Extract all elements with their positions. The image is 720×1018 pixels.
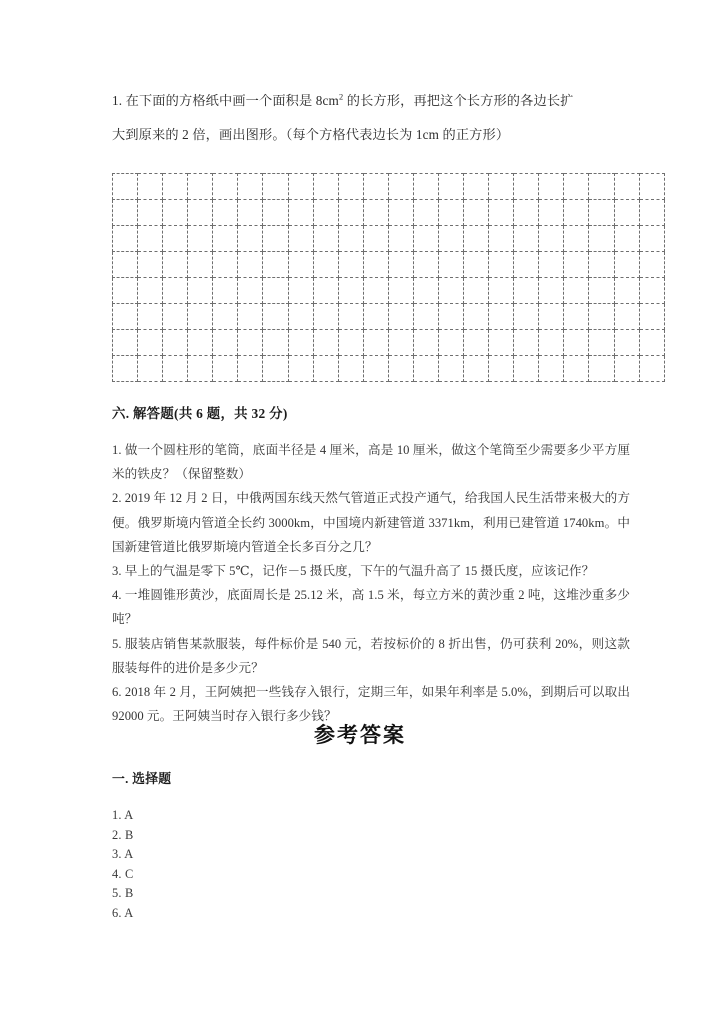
grid-cell [464,226,489,252]
grid-cell [188,174,213,200]
answer-item: 1. A [112,808,134,822]
grid-cell [388,174,413,200]
question-item: 2. 2019 年 12 月 2 日，中俄两国东线天然气管道正式投产通气，给我国人民生活带来极大的方便。俄罗斯境内管道全长约 3000km，中国境内新建管道 3371km，利用已建管道 1740km。中国新建管道比俄罗斯境内管道全长多百分之几？ [112,491,630,554]
grid-cell [413,304,438,330]
grid-cell [188,356,213,382]
grid-cell [464,200,489,226]
grid-cell [539,356,564,382]
grid-cell [388,356,413,382]
grid-cell [363,174,388,200]
grid-cell [113,304,138,330]
grid-cell [238,356,263,382]
grid-cell [614,226,639,252]
grid-cell [213,200,238,226]
grid-cell [464,356,489,382]
grid-cell [238,278,263,304]
question-1-line-1-prefix: 1. 在下面的方格纸中画一个面积是 8cm [112,93,339,108]
question-item: 5. 服装店销售某款服装，每件标价是 540 元，若按标价的 8 折出售，仍可获利 20%，则这款服装每件的进价是多少元？ [112,636,630,675]
grid-cell [138,304,163,330]
grid-cell [614,330,639,356]
grid-cell [288,330,313,356]
grid-cell [439,304,464,330]
grid-cell [263,200,288,226]
grid-cell [338,356,363,382]
grid-cell [413,252,438,278]
grid-cell [163,226,188,252]
answers-title: 参考答案 [314,723,406,747]
grid-cell [363,304,388,330]
grid-cell [238,304,263,330]
grid-cell [589,330,614,356]
grid-cell [413,200,438,226]
grid-cell [589,278,614,304]
section-heading-six: 六. 解答题(共 6 题，共 32 分) [112,406,288,421]
grid-cell [238,200,263,226]
grid-cell [138,200,163,226]
grid-cell [639,226,664,252]
grid-cell [288,200,313,226]
grid-cell [338,226,363,252]
question-item: 4. 一堆圆锥形黄沙，底面周长是 25.12 米，高 1.5 米，每立方米的黄沙重 2 吨，这堆沙重多少吨？ [112,588,630,627]
grid-cell [514,226,539,252]
grid-cell [514,330,539,356]
grid-cell [614,200,639,226]
grid-cell [539,174,564,200]
grid-cell [188,278,213,304]
grid-cell [338,174,363,200]
grid-row [113,304,665,330]
grid-cell [188,226,213,252]
grid-cell [614,304,639,330]
grid-row [113,278,665,304]
grid-cell [639,200,664,226]
grid-cell [163,356,188,382]
grid-cell [163,174,188,200]
grid-cell [564,356,589,382]
grid-cell [188,252,213,278]
grid-cell [363,278,388,304]
grid-cell [213,252,238,278]
grid-row [113,252,665,278]
grid-cell [514,356,539,382]
question-list [112,438,630,728]
grid-cell [113,278,138,304]
answer-item: 6. A [112,905,134,920]
grid-cell [213,278,238,304]
grid-cell [514,252,539,278]
grid-cell [213,304,238,330]
grid-row [113,330,665,356]
grid-cell [589,200,614,226]
grid-cell [489,252,514,278]
grid-cell [388,200,413,226]
grid-cell [138,330,163,356]
grid-paper-body [113,174,665,382]
question-item: 3. 早上的气温是零下 5℃，记作－5 摄氏度，下午的气温升高了 15 摄氏度，应该记作？ [112,564,595,579]
grid-cell [263,356,288,382]
grid-cell [639,252,664,278]
grid-cell [363,330,388,356]
grid-cell [263,252,288,278]
grid-cell [138,278,163,304]
grid-cell [313,174,338,200]
grid-cell [439,174,464,200]
grid-cell [138,226,163,252]
square-unit-superscript: 2 [338,92,344,102]
question-1-line-1-suffix: 的长方形，再把这个长方形的各边长扩 [343,93,574,108]
grid-cell [263,304,288,330]
grid-cell [614,252,639,278]
grid-row [113,356,665,382]
grid-cell [539,278,564,304]
grid-cell [539,304,564,330]
grid-cell [163,304,188,330]
grid-cell [489,200,514,226]
grid-cell [338,278,363,304]
grid-cell [338,252,363,278]
grid-cell [338,304,363,330]
answer-list [112,806,133,924]
grid-cell [489,356,514,382]
grid-cell [514,200,539,226]
grid-cell [388,330,413,356]
grid-cell [213,330,238,356]
grid-cell [313,330,338,356]
grid-cell [163,330,188,356]
grid-cell [413,174,438,200]
grid-cell [589,226,614,252]
grid-cell [263,174,288,200]
answer-item: 2. B [112,827,134,842]
grid-cell [439,330,464,356]
grid-paper [112,173,642,373]
grid-cell [313,356,338,382]
grid-cell [163,200,188,226]
grid-cell [163,252,188,278]
grid-cell [288,226,313,252]
grid-cell [464,330,489,356]
grid-cell [439,252,464,278]
grid-cell [539,226,564,252]
answer-item: 4. C [112,866,134,881]
grid-cell [163,278,188,304]
grid-cell [413,356,438,382]
grid-cell [313,252,338,278]
grid-cell [564,278,589,304]
answer-item: 5. B [112,886,134,901]
grid-cell [489,226,514,252]
grid-row [113,226,665,252]
grid-cell [489,174,514,200]
grid-cell [113,330,138,356]
question-item: 1. 做一个圆柱形的笔筒，底面半径是 4 厘米，高是 10 厘米，做这个笔筒至少需要多少平方厘米的铁皮？（保留整数） [112,443,630,482]
grid-cell [413,226,438,252]
grid-cell [539,330,564,356]
grid-row [113,174,665,200]
grid-cell [564,304,589,330]
grid-cell [138,252,163,278]
grid-cell [263,330,288,356]
grid-cell [439,226,464,252]
grid-cell [439,200,464,226]
grid-cell [589,252,614,278]
grid-cell [313,304,338,330]
grid-cell [363,252,388,278]
grid-cell [489,304,514,330]
grid-cell [238,330,263,356]
grid-cell [639,174,664,200]
grid-cell [639,278,664,304]
grid-cell [213,356,238,382]
grid-cell [113,200,138,226]
grid-cell [288,356,313,382]
grid-cell [439,278,464,304]
grid-cell [439,356,464,382]
grid-cell [564,174,589,200]
grid-cell [464,174,489,200]
grid-cell [238,252,263,278]
grid-cell [639,356,664,382]
grid-cell [639,304,664,330]
grid-cell [539,200,564,226]
grid-cell [138,356,163,382]
grid-cell [188,304,213,330]
grid-cell [238,174,263,200]
grid-cell [564,200,589,226]
grid-cell [388,304,413,330]
grid-cell [514,278,539,304]
grid-cell [413,330,438,356]
grid-cell [288,252,313,278]
question-item: 6. 2018 年 2 月，王阿姨把一些钱存入银行，定期三年，如果年利率是 5.0%，到期后可以取出 92000 元。王阿姨当时存入银行多少钱？ [112,685,630,724]
grid-cell [388,226,413,252]
grid-cell [313,226,338,252]
grid-cell [263,226,288,252]
question-1-line-2: 大到原来的 2 倍，画出图形。（每个方格代表边长为 1cm 的正方形） [112,127,510,142]
grid-cell [614,174,639,200]
question-1-line-1 [112,84,628,118]
grid-cell [338,330,363,356]
grid-cell [564,330,589,356]
grid-cell [238,226,263,252]
grid-cell [363,200,388,226]
grid-cell [564,226,589,252]
grid-cell [113,252,138,278]
grid-cell [514,174,539,200]
grid-cell [489,330,514,356]
answer-item: 3. A [112,847,134,862]
grid-cell [539,252,564,278]
answer-section-heading: 一. 选择题 [112,772,172,786]
grid-cell [464,278,489,304]
grid-cell [113,226,138,252]
grid-cell [589,174,614,200]
grid-cell [288,278,313,304]
grid-cell [614,278,639,304]
grid-cell [413,278,438,304]
grid-cell [113,356,138,382]
grid-cell [288,304,313,330]
grid-cell [363,226,388,252]
grid-cell [213,174,238,200]
grid-cell [213,226,238,252]
grid-paper-table [112,173,665,382]
grid-cell [188,330,213,356]
grid-cell [614,356,639,382]
grid-cell [589,304,614,330]
grid-cell [564,252,589,278]
grid-cell [188,200,213,226]
grid-cell [363,356,388,382]
grid-cell [464,304,489,330]
grid-cell [263,278,288,304]
grid-cell [313,278,338,304]
grid-cell [464,252,489,278]
grid-cell [639,330,664,356]
grid-cell [489,278,514,304]
grid-cell [388,252,413,278]
question-1-prompt [112,84,628,152]
grid-cell [589,356,614,382]
grid-row [113,200,665,226]
grid-cell [138,174,163,200]
grid-cell [113,174,138,200]
grid-cell [514,304,539,330]
grid-cell [313,200,338,226]
grid-cell [388,278,413,304]
grid-cell [288,174,313,200]
grid-cell [338,200,363,226]
